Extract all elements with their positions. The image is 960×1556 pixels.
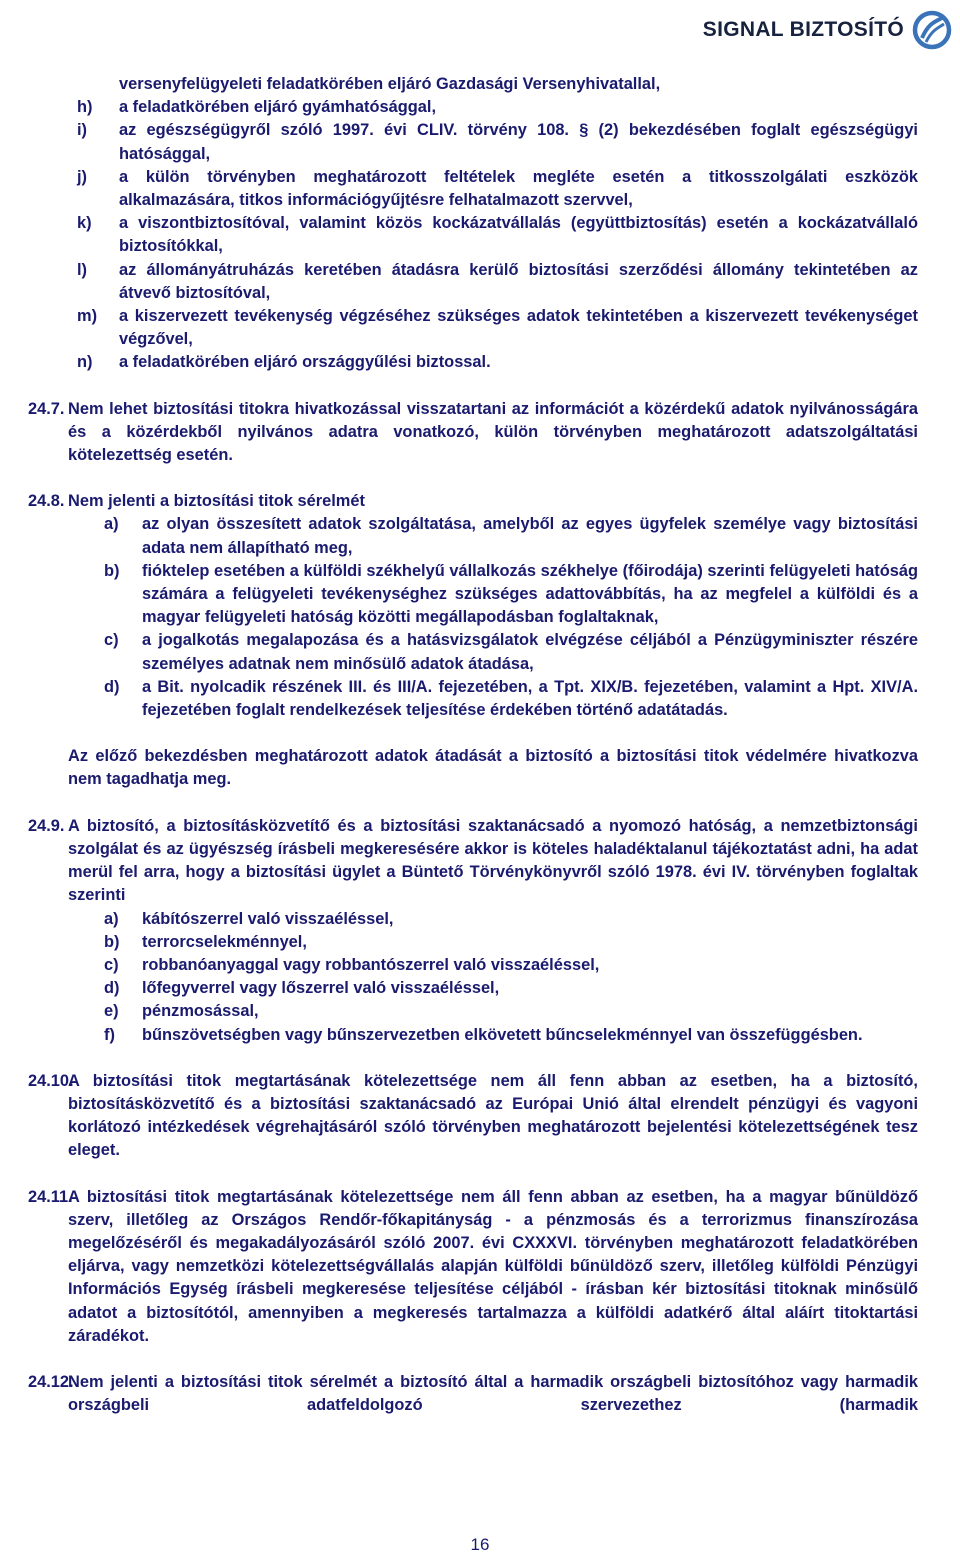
- section-number: 24.9.: [28, 816, 65, 835]
- section-24-11: [28, 1186, 918, 1348]
- list-item: [28, 73, 918, 96]
- list-item: n) a feladatkörében eljáró országgyűlési biztossal.: [77, 353, 491, 372]
- list-item: m) a kiszervezett tevékenység végzéséhez szükséges adatok tekintetében a kiszervezett tevékenységet végzővel,: [77, 307, 918, 349]
- continuation-text: versenyfelügyeleti feladatkörében eljáró Gazdasági Versenyhivatallal,: [119, 75, 661, 93]
- list-item: b) fióktelep esetében a külföldi székhelyű vállalkozás székhelye (főirodája) szerinti felügyeleti hatóság számára a felügyeleti tevékenységhez szükséges adattovábbítás, ha az megfelel a külföldi és a magyar felügyeleti hatóság közötti megállapodásban foglaltaknak,: [104, 561, 918, 627]
- document-body: [28, 73, 918, 1417]
- section-intro: Nem jelenti a biztosítási titok sérelmét: [68, 492, 365, 511]
- list-item: c) robbanóanyaggal vagy robbantószerrel való visszaéléssel,: [104, 955, 600, 974]
- section-intro: A biztosító, a biztosításközvetítő és a biztosítási szaktanácsadó a nyomozó hatóság, a nemzetbiztonsági szolgálat és az ügyészség írásbeli megkeresésére akkor is köteles haladéktalanul tájékoztatást adni, ha adat merül fel arra, hogy a biztosítási ügylet a Büntető Törvénykönyvről szóló 1978. évi IV. törvényben foglaltak szerinti: [68, 816, 918, 905]
- section-24-8: [28, 490, 918, 791]
- section-closing: Az előző bekezdésben meghatározott adatok átadását a biztosító a biztosítási titok védelmére hivatkozva nem tagadhatja meg.: [68, 747, 918, 789]
- section-number: 24.11.: [28, 1187, 73, 1206]
- list-item: f) bűnszövetségben vagy bűnszervezetben elkövetett bűncselekménnyel van összefüggésben.: [104, 1025, 863, 1044]
- list-item: d) a Bit. nyolcadik részének III. és III/A. fejezetében, a Tpt. XIX/B. fejezetében, valamint a Hpt. XIV/A. fejezetében foglalt rendelkezések teljesítése érdekében történő adatátadás.: [104, 677, 918, 720]
- list-item: e) pénzmosással,: [104, 1002, 259, 1021]
- section-24-9: [28, 815, 918, 1047]
- section-text: Nem lehet biztosítási titokra hivatkozással visszatartani az információt a közérdekű adatok nyilvánosságára és a közérdekből nyilvános adatra vonatkozó, külön törvényben meghatározott adatszolgáltatási kötelezettség esetén.: [68, 399, 918, 465]
- section-list: [28, 908, 918, 1047]
- list-item: h) a feladatkörében eljáró gyámhatósággal,: [77, 98, 436, 117]
- list-item: b) terrorcselekménnyel,: [104, 932, 307, 951]
- list-item: a) kábítószerrel való visszaéléssel,: [104, 909, 394, 928]
- section-list: [28, 513, 918, 722]
- list-item: k) a viszontbiztosítóval, valamint közös kockázatvállalás (együttbiztosítás) esetén a kockázatvállaló biztosítókkal,: [77, 214, 918, 256]
- list-item: d) lőfegyverrel vagy lőszerrel való visszaéléssel,: [104, 979, 500, 998]
- list-item: l) az állományátruházás keretében átadásra kerülő biztosítási szerződési állomány tekintetében az átvevő biztosítóval,: [77, 260, 918, 302]
- list-item: i) az egészségügyről szóló 1997. évi CLIV. törvény 108. § (2) bekezdésében foglalt egészségügyi hatósággal,: [77, 121, 918, 163]
- section-text: A biztosítási titok megtartásának kötelezettsége nem áll fenn abban az esetben, ha a magyar bűnüldöző szerv, illetőleg az Országos Rendőr-főkapitányság - a pénzmosás és a terrorizmus finanszírozása megelőzéséről és megakadályozásáról szóló 2007. évi CXXXVI. törvényben meghatározott feladatkörében eljárva, vagy nemzetközi kötelezettségvállalás alapján külföldi bűnüldöző szerv, illetőleg külföldi Pénzügyi Információs Egység írásbeli megkeresése teljesítése céljából - írásban kér biztosítási titoknak minősülő adatot a biztosítótól, amennyiben a megkeresés tartalmazza a külföldi adatkérő által aláírt titoktartási záradékot.: [68, 1187, 918, 1345]
- list-item: a) az olyan összesített adatok szolgáltatása, amelyből az egyes ügyfelek személye vagy biztosítási adata nem állapítható meg,: [104, 515, 918, 557]
- section-text: Nem jelenti a biztosítási titok sérelmét a biztosító által a harmadik országbeli biztosítóhoz vagy harmadik országbeli adatfeldolgozó szervezethez (harmadik: [68, 1372, 918, 1415]
- brand-name: SIGNAL BIZTOSÍTÓ: [702, 18, 904, 42]
- signal-swoosh-logo-icon: [912, 10, 952, 50]
- section-number: 24.7.: [28, 399, 65, 418]
- list-h-n: [28, 96, 918, 374]
- section-24-12: [28, 1371, 918, 1417]
- section-number: 24.8.: [28, 492, 65, 511]
- section-24-10: [28, 1070, 918, 1163]
- section-24-7: [28, 398, 918, 468]
- page-number: 16: [470, 1535, 490, 1554]
- section-text: A biztosítási titok megtartásának kötelezettsége nem áll fenn abban az esetben, ha a biztosító, biztosításközvetítő és a biztosítási szaktanácsadó az Európai Unió által elrendelt pénzügyi és vagyoni korlátozó intézkedések végrehajtásáról szóló törvényben meghatározott bejelentési kötelezettségének tesz eleget.: [68, 1071, 918, 1160]
- brand-logo: [703, 10, 952, 50]
- list-item: j) a külön törvényben meghatározott feltételek megléte esetén a titkosszolgálati eszközök alkalmazására, titkos információgyűjtésre felhatalmazott szervvel,: [77, 167, 918, 210]
- list-item: c) a jogalkotás megalapozása és a hatásvizsgálatok elvégzése céljából a Pénzügyminiszter részére személyes adatnak nem minősülő adatok átadása,: [104, 631, 918, 673]
- section-number: 24.10.: [28, 1071, 74, 1090]
- section-number: 24.12.: [28, 1372, 74, 1391]
